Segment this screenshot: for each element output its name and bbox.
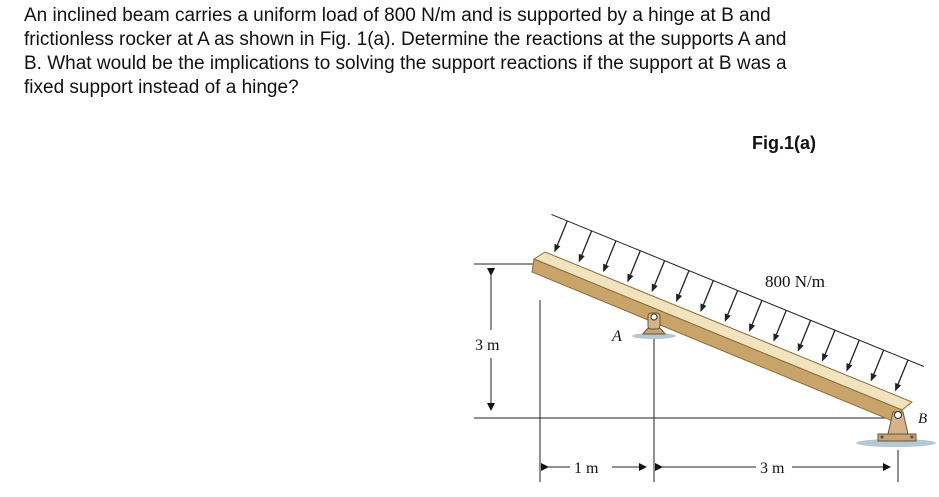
question-line: B. What would be the implications to solving the support reactions if the support at B was a: [24, 53, 787, 74]
question-line: frictionless rocker at A as shown in Fig. 1(a). Determine the reactions at the supports A and: [24, 29, 787, 50]
support-a-label: A: [612, 328, 622, 345]
load-arrow: [749, 300, 762, 331]
load-arrow: [603, 241, 616, 272]
beam-front-face: [532, 259, 902, 424]
question-line: An inclined beam carries a uniform load of 800 N/m and is supported by a hinge at B and: [24, 5, 771, 26]
load-arrow: [846, 340, 859, 371]
load-arrow: [554, 221, 567, 252]
height-dimension-label: 3 m: [475, 337, 500, 354]
beam-top-face: [534, 252, 912, 410]
span-left-dimension-label: 1 m: [574, 460, 599, 477]
load-label: 800 N/m: [765, 272, 825, 291]
question-line: fixed support instead of a hinge?: [24, 77, 299, 98]
load-arrow: [895, 360, 908, 391]
support-b-label: B: [918, 411, 928, 427]
load-arrow: [798, 320, 811, 351]
figure-caption: Fig.1(a): [752, 133, 817, 153]
load-arrow: [652, 261, 665, 292]
load-arrow: [773, 310, 786, 341]
load-arrow: [700, 281, 713, 312]
load-arrow: [725, 290, 738, 321]
load-arrow: [871, 350, 884, 381]
span-right-dimension-label: 3 m: [760, 460, 785, 477]
load-arrow: [822, 330, 835, 361]
load-arrow: [676, 271, 689, 302]
load-arrow: [579, 231, 592, 262]
load-arrow: [627, 251, 640, 282]
